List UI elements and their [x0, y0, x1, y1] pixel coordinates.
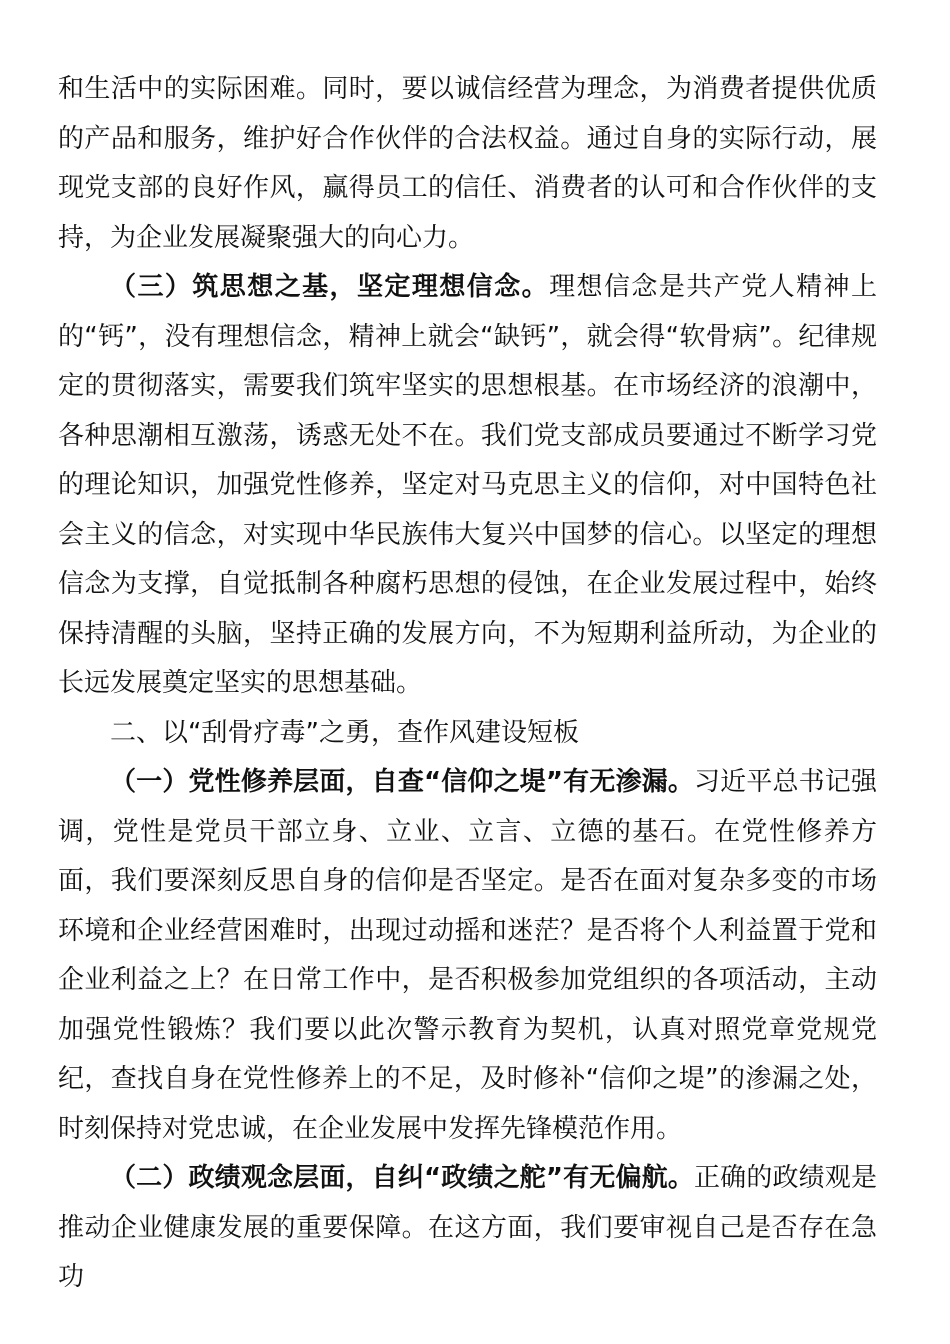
document-page	[58, 65, 877, 1303]
paragraph-text: 正确的政绩观是推动企业健康发展的重要保障。在这方面，我们要审视自己是否存在急功	[58, 1163, 877, 1292]
section-heading-two	[58, 709, 877, 759]
paragraph-heading: （一）党性修养层面，自查“信仰之堤”有无渗漏。	[110, 767, 694, 797]
body-paragraph-section-one	[58, 758, 877, 1154]
body-paragraph-section-three	[58, 263, 877, 709]
body-paragraph-continuation	[58, 65, 877, 263]
paragraph-heading: （二）政绩观念层面，自纠“政绩之舵”有无偏航。	[110, 1163, 694, 1193]
paragraph-text: 习近平总书记强调，党性是党员干部立身、立业、立言、立德的基石。在党性修养方面，我们要深刻反思自身的信仰是否坚定。是否在面对复杂多变的市场环境和企业经营困难时，出现过动摇和迷茫？是否将个人利益置于党和企业利益之上？在日常工作中，是否积极参加党组织的各项活动，主动加强党性锻炼？我们要以此次警示教育为契机，认真对照党章党规党纪，查找自身在党性修养上的不足，及时修补“信仰之堤”的渗漏之处，时刻保持对党忠诚，在企业发展中发挥先锋模范作用。	[58, 767, 877, 1144]
section-heading-text: 二、以“刮骨疗毒”之勇，查作风建设短板	[110, 717, 579, 748]
body-paragraph-section-two	[58, 1154, 877, 1303]
paragraph-text: 和生活中的实际困难。同时，要以诚信经营为理念，为消费者提供优质的产品和服务，维护好合作伙伴的合法权益。通过自身的实际行动，展现党支部的良好作风，赢得员工的信任、消费者的认可和合作伙伴的支持，为企业发展凝聚强大的向心力。	[58, 74, 877, 253]
paragraph-heading: （三）筑思想之基，坚定理想信念。	[110, 272, 550, 302]
paragraph-text: 理想信念是共产党人精神上的“钙”，没有理想信念，精神上就会“缺钙”，就会得“软骨病”。纪律规定的贯彻落实，需要我们筑牢坚实的思想根基。在市场经济的浪潮中，各种思潮相互激荡，诱惑无处不在。我们党支部成员要通过不断学习党的理论知识，加强党性修养，坚定对马克思主义的信仰，对中国特色社会主义的信念，对实现中华民族伟大复兴中国梦的信心。以坚定的理想信念为支撑，自觉抵制各种腐朽思想的侵蚀，在企业发展过程中，始终保持清醒的头脑，坚持正确的发展方向，不为短期利益所动，为企业的长远发展奠定坚实的思想基础。	[58, 272, 877, 698]
